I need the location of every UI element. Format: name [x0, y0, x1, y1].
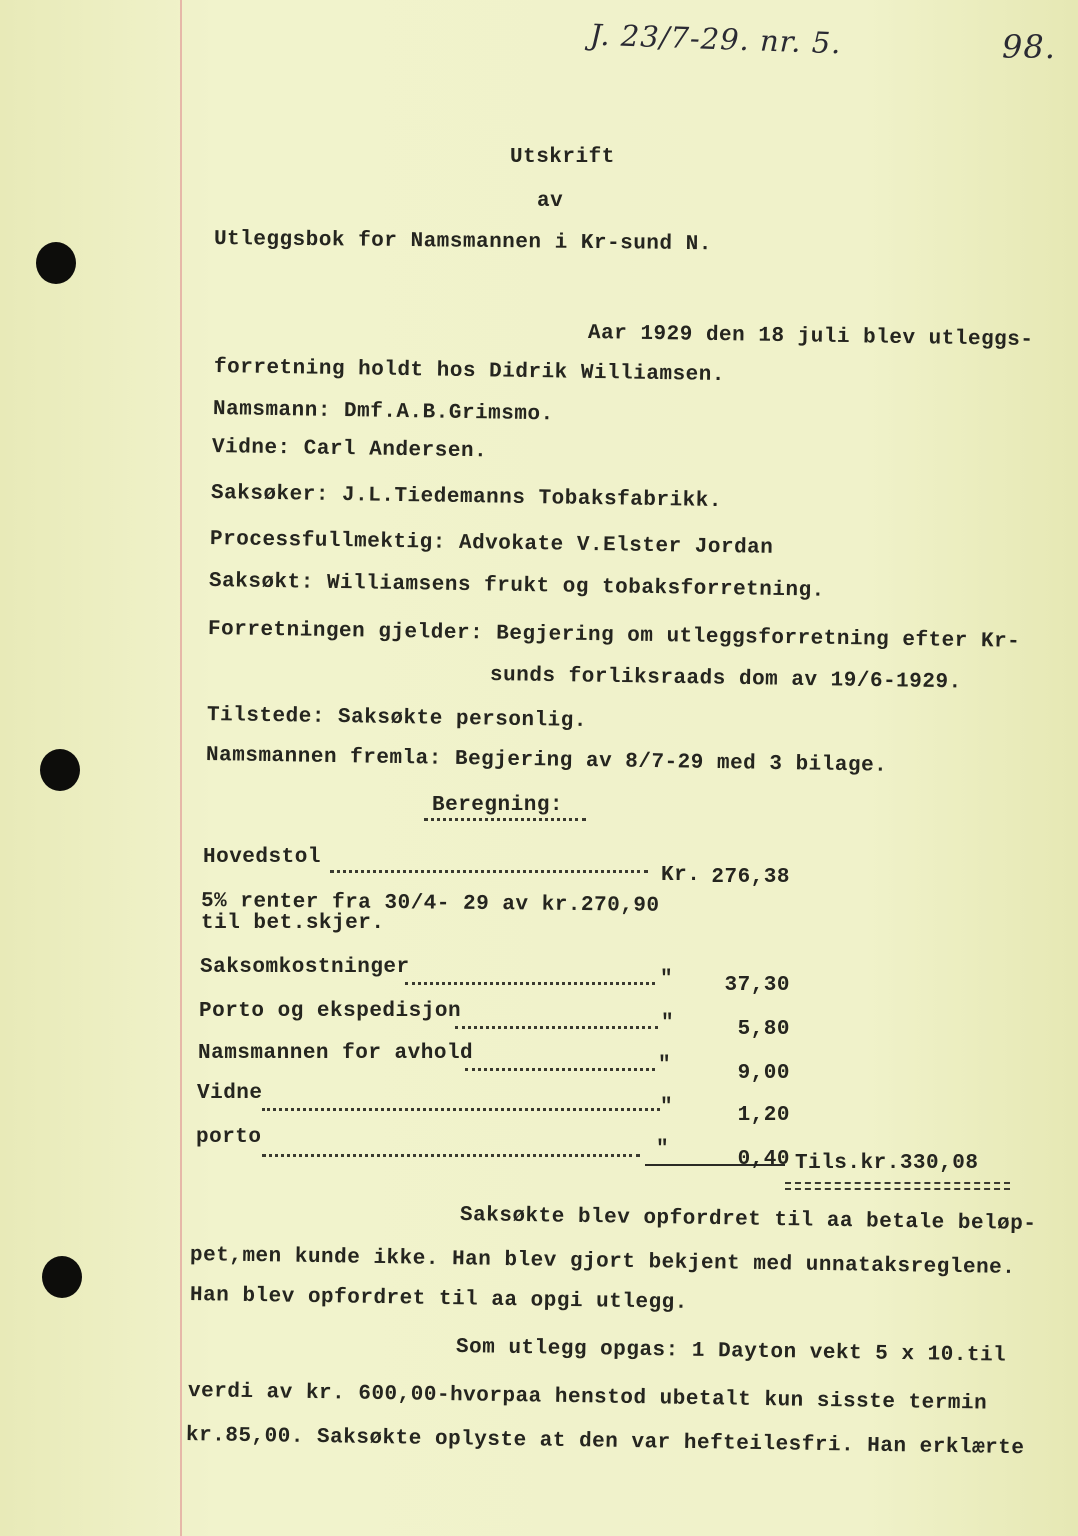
dot-leader	[262, 1154, 640, 1157]
row-amount: 9,00	[737, 1062, 790, 1085]
row-label: Hovedstol	[203, 846, 321, 869]
forretningen-line-2: sunds forliksraads dom av 19/6-1929.	[489, 664, 962, 695]
fremla-line: Namsmannen fremla: Begjering av 8/7-29 med 3 bilage.	[205, 744, 888, 778]
currency-label: Kr.	[661, 864, 701, 887]
handwritten-reference: J. 23/7-29. nr. 5.	[589, 17, 843, 61]
row-label: Vidne	[197, 1082, 263, 1105]
dot-leader	[330, 870, 648, 873]
closing-p1-line-1: Saksøkte blev opfordret til aa betale beløp-	[459, 1204, 1037, 1237]
prosessfullmektig-line: Processfullmektig: Advokate V.Elster Jordan	[209, 528, 774, 560]
closing-p2-line-2: verdi av kr. 600,00-hvorpaa henstod ubetalt kun sisste termin	[187, 1380, 988, 1416]
intro-line-2: forretning holdt hos Didrik Williamsen.	[213, 356, 726, 388]
total-double-line	[785, 1182, 1010, 1184]
row-amount: 37,30	[724, 974, 790, 997]
total-amount: Tils.kr.330,08	[795, 1152, 979, 1175]
dot-leader	[262, 1108, 660, 1111]
punch-hole	[36, 242, 76, 284]
row-amount: 0,40	[737, 1148, 790, 1171]
row-label: Namsmannen for avhold	[198, 1042, 474, 1065]
ditto-mark: "	[656, 1138, 670, 1161]
row-amount: 276,38	[711, 866, 790, 889]
vidne-line: Vidne: Carl Andersen.	[211, 436, 488, 464]
saksokt-line: Saksøkt: Williamsens frukt og tobaksforretning.	[208, 570, 825, 603]
ditto-mark: "	[661, 1012, 675, 1035]
saksoker-line: Saksøker: J.L.Tiedemanns Tobaksfabrikk.	[210, 482, 723, 514]
dot-leader	[465, 1068, 655, 1071]
forretningen-line-1: Forretningen gjelder: Begjering om utleggsforretning efter Kr-	[207, 618, 1021, 654]
title-av: av	[537, 190, 564, 213]
row-label: 5% renter fra 30/4- 29 av kr.270,90	[200, 890, 660, 918]
tilstede-line: Tilstede: Saksøkte personlig.	[206, 704, 588, 733]
title-utleggsbok: Utleggsbok for Namsmannen i Kr-sund N.	[213, 228, 712, 257]
ditto-mark: "	[660, 1096, 674, 1119]
beregning-underline	[424, 818, 586, 821]
dot-leader	[405, 982, 655, 985]
total-double-line	[785, 1188, 1010, 1190]
intro-line-1: Aar 1929 den 18 juli blev utleggs-	[587, 322, 1034, 352]
closing-p2-line-3: kr.85,00. Saksøkte oplyste at den var hefteilesfri. Han erklærte	[185, 1424, 1025, 1461]
title-utskrift: Utskrift	[510, 146, 615, 169]
closing-p2-line-1: Som utlegg opgas: 1 Dayton vekt 5 x 10.til	[455, 1336, 1007, 1368]
namsmann-line: Namsmann: Dmf.A.B.Grimsmo.	[212, 398, 554, 427]
row-label: porto	[196, 1126, 262, 1149]
ditto-mark: "	[660, 968, 674, 991]
row-label: Saksomkostninger	[200, 956, 410, 979]
punch-hole	[42, 1256, 82, 1298]
beregning-heading: Beregning:	[432, 794, 564, 817]
row-amount: 5,80	[737, 1018, 790, 1041]
row-label: Porto og ekspedisjon	[199, 1000, 462, 1023]
page-number: 98.	[1002, 28, 1056, 66]
row-label-continuation: til bet.skjer.	[201, 912, 385, 935]
punch-hole	[40, 749, 80, 791]
row-amount: 1,20	[737, 1104, 790, 1127]
ditto-mark: "	[658, 1054, 672, 1077]
closing-p1-line-3: Han blev opfordret til aa opgi utlegg.	[189, 1284, 689, 1315]
dot-leader	[455, 1026, 658, 1029]
margin-line	[180, 0, 182, 1536]
closing-p1-line-2: pet,men kunde ikke. Han blev gjort bekjent med unnataksreglene.	[189, 1244, 1016, 1280]
